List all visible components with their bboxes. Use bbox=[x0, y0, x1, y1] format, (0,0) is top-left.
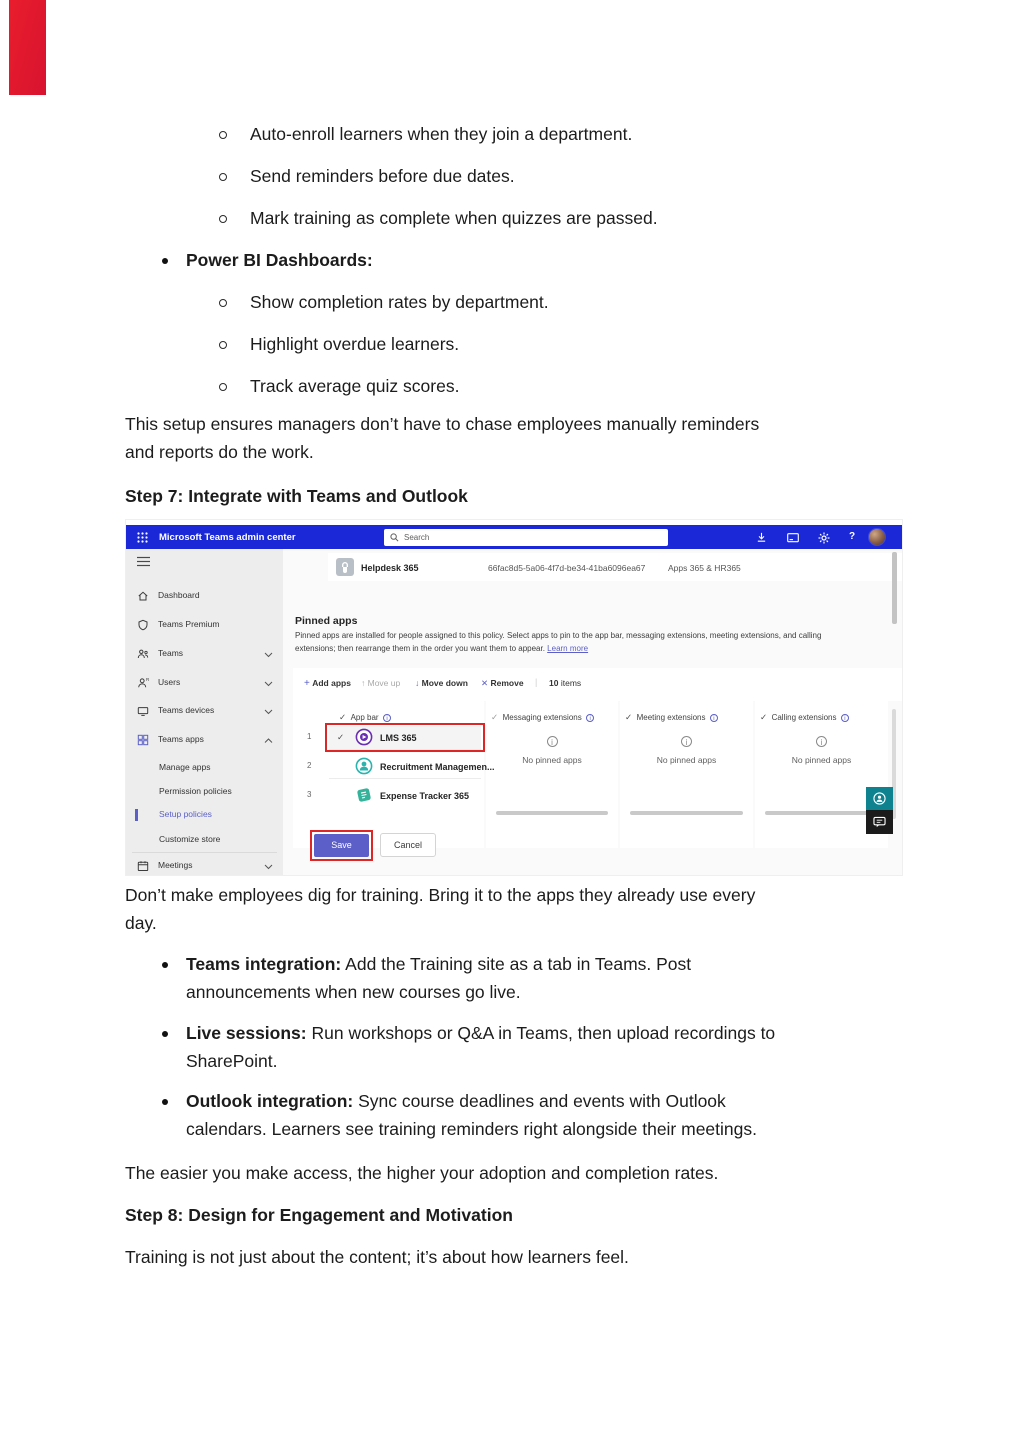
row-divider bbox=[329, 778, 481, 779]
add-apps-button[interactable] bbox=[304, 678, 351, 689]
row-recruitment[interactable] bbox=[329, 755, 495, 778]
chevron-down-icon bbox=[264, 652, 273, 658]
bullet-item-line: SharePoint. bbox=[186, 1051, 278, 1071]
help-widget-button[interactable] bbox=[866, 787, 893, 810]
sidebar-label: Users bbox=[158, 677, 181, 687]
circle-bullet-icon bbox=[219, 341, 227, 349]
sidebar-item-teams[interactable] bbox=[126, 646, 283, 663]
check-icon: ✓ bbox=[337, 732, 345, 742]
app-name: Expense Tracker 365 bbox=[380, 791, 470, 801]
sidebar-item-users[interactable] bbox=[126, 675, 283, 692]
add-apps-label: Add apps bbox=[312, 678, 351, 688]
divider bbox=[132, 852, 277, 853]
feedback-panel-icon[interactable] bbox=[787, 533, 799, 543]
info-icon: i bbox=[383, 714, 391, 722]
move-down-label: Move down bbox=[421, 678, 468, 688]
remove-label: Remove bbox=[490, 678, 524, 688]
horizontal-scrollbar[interactable] bbox=[765, 811, 878, 815]
sidebar-item-meetings[interactable] bbox=[126, 858, 283, 875]
chat-widget-button[interactable] bbox=[866, 810, 893, 834]
bullet-text: Sync course deadlines and events with Outlook bbox=[353, 1091, 726, 1111]
items-count bbox=[549, 678, 581, 688]
sidebar-item-setup-policies[interactable] bbox=[126, 807, 283, 824]
sidebar-label: Teams apps bbox=[158, 734, 204, 744]
svg-text:R: R bbox=[146, 677, 149, 682]
devices-icon bbox=[137, 705, 149, 717]
column-header-messaging[interactable] bbox=[491, 707, 594, 725]
chevron-down-icon bbox=[264, 709, 273, 715]
bullet-item-line bbox=[186, 954, 691, 975]
circle-bullet-icon bbox=[219, 299, 227, 307]
check-icon: ✓ bbox=[625, 712, 633, 722]
chevron-down-icon bbox=[264, 681, 273, 687]
sidebar-label: Teams Premium bbox=[158, 619, 220, 629]
bullet-item: Track average quiz scores. bbox=[250, 376, 460, 396]
info-icon: i bbox=[841, 714, 849, 722]
row-expense-tracker[interactable] bbox=[329, 784, 481, 807]
pinned-apps-desc-line1: Pinned apps are installed for people assigned to this policy. Select apps to pin to the app bar, messaging extensions, meeting extensions, and calling bbox=[295, 631, 822, 640]
info-icon: i bbox=[586, 714, 594, 722]
column-label: Calling extensions bbox=[771, 713, 837, 722]
row-number: 2 bbox=[307, 761, 312, 770]
step8-heading: Step 8: Design for Engagement and Motivation bbox=[125, 1205, 513, 1225]
download-icon[interactable] bbox=[756, 532, 767, 543]
meeting-empty-state bbox=[620, 732, 753, 765]
step7-heading: Step 7: Integrate with Teams and Outlook bbox=[125, 486, 468, 506]
column-label: Meeting extensions bbox=[636, 713, 706, 722]
paragraph-line: and reports do the work. bbox=[125, 442, 314, 462]
plus-icon: + bbox=[304, 678, 310, 689]
dot-bullet-icon bbox=[162, 258, 168, 264]
chat-bubble-icon bbox=[873, 816, 886, 828]
pinned-apps-title: Pinned apps bbox=[295, 615, 358, 627]
bullet-item: Highlight overdue learners. bbox=[250, 334, 460, 354]
paragraph-line: day. bbox=[125, 913, 157, 933]
row-divider bbox=[329, 749, 481, 750]
move-up-button[interactable] bbox=[361, 678, 400, 688]
dot-bullet-icon bbox=[162, 1099, 168, 1105]
sidebar-label: Meetings bbox=[158, 860, 193, 870]
chevron-down-icon bbox=[264, 864, 273, 870]
sidebar-label: Customize store bbox=[159, 834, 221, 844]
toolbar-divider: | bbox=[535, 677, 538, 687]
x-icon: ✕ bbox=[481, 678, 489, 688]
info-icon: i bbox=[816, 736, 827, 747]
sidebar-label: Dashboard bbox=[158, 590, 200, 600]
help-icon[interactable]: ? bbox=[849, 531, 856, 542]
hamburger-icon[interactable] bbox=[137, 556, 150, 567]
admin-title: Microsoft Teams admin center bbox=[159, 532, 296, 543]
app-org: Apps 365 & HR365 bbox=[668, 563, 741, 573]
teams-admin-screenshot bbox=[125, 519, 903, 876]
premium-shield-icon bbox=[137, 619, 149, 631]
info-icon: i bbox=[710, 714, 718, 722]
sidebar-label: Manage apps bbox=[159, 762, 211, 772]
paragraph-line: The easier you make access, the higher your adoption and completion rates. bbox=[125, 1163, 719, 1183]
bullet-heading: Power BI Dashboards: bbox=[186, 250, 373, 270]
circle-bullet-icon bbox=[219, 215, 227, 223]
column-header-calling[interactable] bbox=[760, 707, 849, 725]
annotation-box-lms365 bbox=[325, 723, 485, 752]
messaging-empty-state bbox=[486, 732, 618, 765]
search-input[interactable] bbox=[384, 529, 668, 546]
bullet-item-line: calendars. Learners see training reminders right alongside their meetings. bbox=[186, 1119, 757, 1139]
sidebar-item-dashboard[interactable] bbox=[126, 588, 283, 605]
annotation-box-save bbox=[310, 830, 373, 861]
sidebar-item-permission-policies[interactable] bbox=[126, 784, 283, 801]
row-number: 1 bbox=[307, 732, 312, 741]
row-number: 3 bbox=[307, 790, 312, 799]
info-icon: i bbox=[547, 736, 558, 747]
check-icon: ✓ bbox=[760, 712, 768, 722]
sidebar-item-teams-premium[interactable] bbox=[126, 617, 283, 634]
bullet-item-line: announcements when new courses go live. bbox=[186, 982, 521, 1002]
remove-button[interactable] bbox=[481, 678, 524, 689]
down-arrow-icon: ↓ bbox=[415, 678, 420, 688]
sidebar-item-teams-devices[interactable] bbox=[126, 703, 283, 720]
teams-icon bbox=[137, 648, 149, 660]
bullet-item-line bbox=[186, 1091, 726, 1112]
bullet-text: Run workshops or Q&A in Teams, then upload recordings to bbox=[306, 1023, 776, 1043]
no-pinned-apps-label: No pinned apps bbox=[656, 755, 717, 765]
bullet-item: Auto-enroll learners when they join a department. bbox=[250, 124, 633, 144]
app-name: Recruitment Managemen... bbox=[380, 762, 495, 772]
admin-sidebar bbox=[126, 549, 283, 876]
pinned-apps-desc-line2 bbox=[295, 644, 588, 653]
vertical-scrollbar[interactable] bbox=[892, 552, 897, 624]
search-icon bbox=[390, 533, 399, 542]
up-arrow-icon: ↑ bbox=[361, 678, 366, 688]
sidebar-label: Permission policies bbox=[159, 786, 232, 796]
column-label: App bar bbox=[350, 713, 379, 722]
check-icon: ✓ bbox=[339, 712, 347, 722]
sidebar-label: Setup policies bbox=[159, 809, 212, 819]
desc-text: extensions; then rearrange them in the order you want them to appear. bbox=[295, 644, 545, 653]
bullet-item: Send reminders before due dates. bbox=[250, 166, 515, 186]
bullet-item: Show completion rates by department. bbox=[250, 292, 549, 312]
expense-tracker-app-icon bbox=[355, 786, 373, 804]
support-person-icon bbox=[873, 792, 886, 805]
admin-main-content bbox=[283, 549, 903, 876]
sidebar-item-teams-apps[interactable] bbox=[126, 732, 283, 749]
paragraph-line: Don’t make employees dig for training. Bring it to the apps they already use every bbox=[125, 885, 756, 905]
bullet-item-line bbox=[186, 1023, 775, 1044]
count-word: items bbox=[560, 678, 582, 688]
move-up-label: Move up bbox=[367, 678, 401, 688]
check-icon: ✓ bbox=[491, 712, 499, 722]
admin-header-bar bbox=[126, 525, 903, 549]
count-value: 10 bbox=[549, 678, 559, 688]
sidebar-item-manage-apps[interactable] bbox=[126, 760, 283, 777]
home-icon bbox=[137, 590, 149, 602]
avatar[interactable] bbox=[868, 528, 886, 546]
column-header-meeting[interactable] bbox=[625, 707, 718, 725]
no-pinned-apps-label: No pinned apps bbox=[791, 755, 852, 765]
horizontal-scrollbar[interactable] bbox=[630, 811, 743, 815]
circle-bullet-icon bbox=[219, 173, 227, 181]
toolbar-card bbox=[293, 668, 903, 701]
save-button[interactable]: Save bbox=[314, 834, 369, 857]
paragraph-line: Training is not just about the content; it’s about how learners feel. bbox=[125, 1247, 629, 1267]
red-bookmark bbox=[9, 0, 46, 95]
app-name: Helpdesk 365 bbox=[361, 563, 419, 573]
circle-bullet-icon bbox=[219, 131, 227, 139]
app-name: LMS 365 bbox=[380, 733, 417, 743]
bullet-bold-lead: Outlook integration: bbox=[186, 1091, 354, 1111]
apps-grid-icon bbox=[137, 734, 149, 746]
chevron-up-icon bbox=[264, 738, 273, 744]
no-pinned-apps-label: No pinned apps bbox=[522, 755, 582, 765]
dot-bullet-icon bbox=[162, 1031, 168, 1037]
circle-bullet-icon bbox=[219, 383, 227, 391]
gear-icon[interactable] bbox=[818, 532, 830, 544]
bullet-bold-lead: Teams integration: bbox=[186, 954, 342, 974]
waffle-icon[interactable] bbox=[137, 532, 148, 543]
move-down-button[interactable] bbox=[415, 678, 468, 688]
bullet-text: Add the Training site as a tab in Teams. Post bbox=[341, 954, 692, 974]
recruitment-app-icon bbox=[355, 757, 373, 775]
dot-bullet-icon bbox=[162, 962, 168, 968]
horizontal-scrollbar[interactable] bbox=[496, 811, 608, 815]
app-id: 66fac8d5-5a06-4f7d-be34-41ba6096ea67 bbox=[488, 563, 646, 573]
cancel-button[interactable]: Cancel bbox=[380, 833, 436, 857]
learn-more-link[interactable]: Learn more bbox=[547, 644, 589, 653]
sidebar-item-customize-store[interactable] bbox=[126, 832, 283, 849]
calendar-icon bbox=[137, 860, 149, 872]
selected-indicator bbox=[135, 809, 138, 821]
calling-empty-state bbox=[755, 732, 888, 765]
sidebar-label: Teams devices bbox=[158, 705, 215, 715]
bullet-bold-lead: Live sessions: bbox=[186, 1023, 307, 1043]
user-icon bbox=[137, 677, 149, 689]
paragraph-line: This setup ensures managers don’t have to chase employees manually reminders bbox=[125, 414, 760, 434]
column-label: Messaging extensions bbox=[502, 713, 582, 722]
info-icon: i bbox=[681, 736, 692, 747]
search-placeholder: Search bbox=[404, 533, 430, 542]
helpdesk-app-icon bbox=[336, 558, 354, 576]
sidebar-label: Teams bbox=[158, 648, 184, 658]
bullet-item: Mark training as complete when quizzes are passed. bbox=[250, 208, 658, 228]
